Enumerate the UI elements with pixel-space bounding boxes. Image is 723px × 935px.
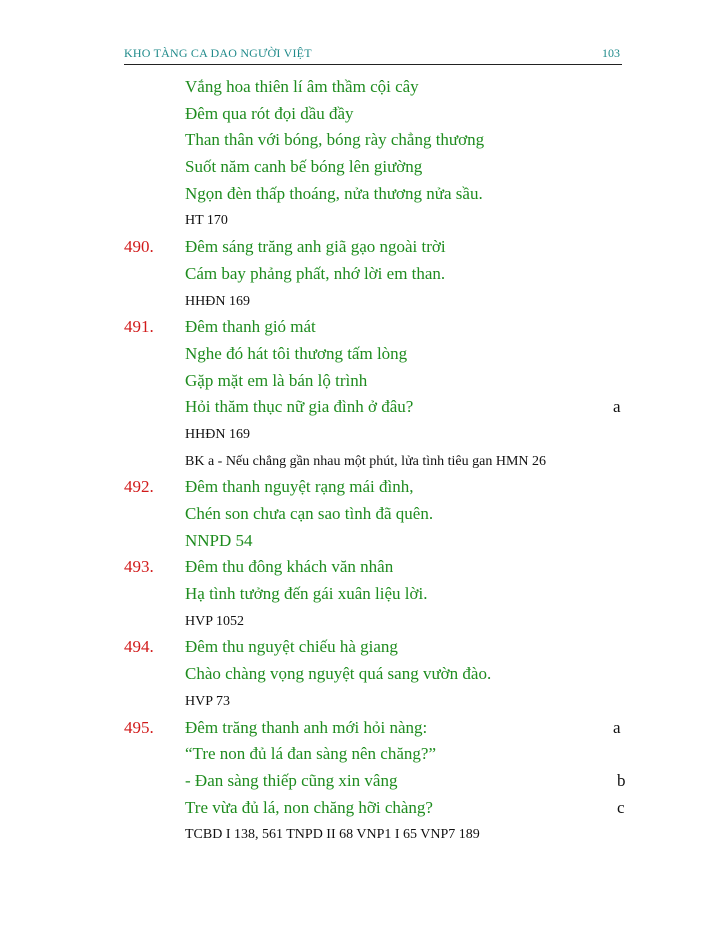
verse-text: Đêm thu đông khách văn nhân [185,557,394,577]
source-line [0,689,723,716]
verse-text: Cám bay phảng phất, nhớ lời em than. [185,263,446,283]
verse-text: Gặp mặt em là bán lộ trình [185,370,368,390]
source-text: HHĐN 169 [185,293,250,309]
verse-text: Đêm thu nguyệt chiếu hà giang [185,637,398,657]
page-number: 103 [602,46,620,60]
source-text: HVP 73 [185,693,230,709]
verse-text: Tre vừa đủ lá, non chăng hỡi chàng? [185,797,433,817]
verse-text: Hỏi thăm thục nữ gia đình ở đâu? [185,397,414,417]
source-line [0,422,723,449]
verse-text: Đêm sáng trăng anh giã gạo ngoài trời [185,237,446,257]
verse-line [0,155,723,182]
verse-text: Chào chàng vọng nguyệt quá sang vườn đào. [185,664,492,684]
verse-text: Suốt năm canh bế bóng lên giường [185,157,423,177]
source-line [0,449,723,476]
verse-line [0,662,723,689]
source-line [0,822,723,849]
source-line [0,208,723,235]
verse-line [0,128,723,155]
verse-line [0,102,723,129]
source-text: HHĐN 169 [185,426,250,442]
verse-text: NNPD 54 [185,530,253,550]
verse-line [0,635,723,662]
verse-number: 493. [124,557,154,577]
poem-body [0,75,723,849]
verse-text: Đêm qua rót đọi dầu đầy [185,103,354,123]
verse-line [0,395,723,422]
verse-text: “Tre non đủ lá đan sàng nên chăng?” [185,744,436,764]
verse-text: - Đan sàng thiếp cũng xin vâng [185,770,398,790]
verse-text: Nghe đó hát tôi thương tấm lòng [185,343,408,363]
verse-number: 490. [124,237,154,257]
verse-line [0,235,723,262]
verse-text: Đêm trăng thanh anh mới hỏi nàng: [185,717,428,737]
variant-mark: a [613,397,621,417]
verse-line [0,555,723,582]
verse-number: 492. [124,477,154,497]
source-text: TCBD I 138, 561 TNPD II 68 VNP1 I 65 VNP7 189 [185,827,480,843]
verse-text: Đêm thanh gió mát [185,317,316,337]
book-title: KHO TÀNG CA DAO NGƯỜI VIỆT [124,46,312,60]
verse-line [0,796,723,823]
source-text: HVP 1052 [185,613,244,629]
verse-number: 494. [124,637,154,657]
verse-line [0,369,723,396]
variant-mark: a [613,717,621,737]
source-line [0,609,723,636]
variant-mark: c [617,797,625,817]
verse-text: Hạ tình tưởng đến gái xuân liệu lời. [185,584,428,604]
verse-text: Than thân với bóng, bóng rày chẳng thương [185,130,485,150]
verse-text: Đêm thanh nguyệt rạng mái đình, [185,477,414,497]
source-line [0,289,723,316]
verse-line [0,529,723,556]
verse-text: Vắng hoa thiên lí âm thầm cội cây [185,77,419,96]
page-header [124,44,622,65]
source-text: BK a - Nếu chẳng gần nhau một phút, lửa tình tiêu gan HMN 26 [185,453,547,469]
verse-line [0,182,723,209]
verse-line [0,769,723,796]
verse-line [0,502,723,529]
verse-line [0,342,723,369]
variant-mark: b [617,770,626,790]
verse-text: Ngọn đèn thấp thoáng, nửa thương nửa sầu. [185,183,483,203]
verse-line [0,742,723,769]
source-text: HT 170 [185,213,228,229]
verse-line [0,262,723,289]
verse-line [0,315,723,342]
verse-line [0,475,723,502]
verse-line [0,716,723,743]
verse-text: Chén son chưa cạn sao tình đã quên. [185,504,434,523]
verse-line [0,582,723,609]
verse-line [0,75,723,102]
verse-number: 495. [124,717,154,737]
verse-number: 491. [124,317,154,337]
